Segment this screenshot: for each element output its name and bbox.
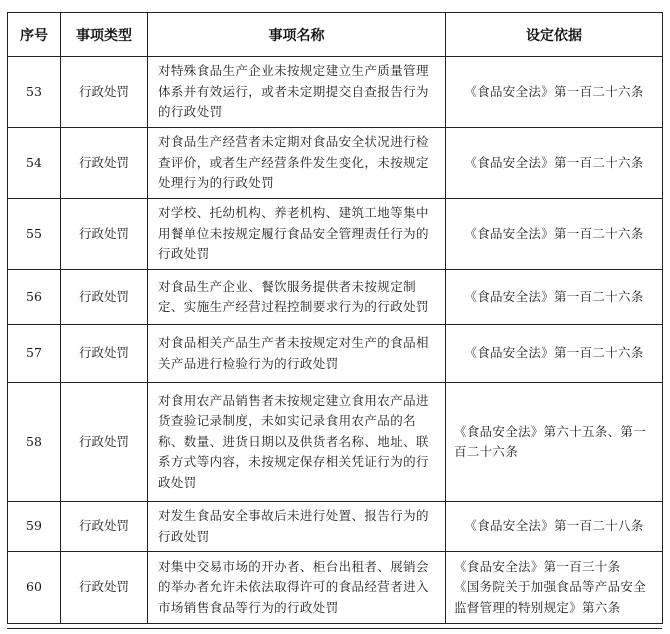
regulation-table [7,12,663,624]
row-legal-basis: 《食品安全法》第六十五条、第一百二十六条 [446,383,663,502]
table-row [8,325,663,383]
legal-basis-line: 《食品安全法》第一百三十条 [454,558,621,574]
row-legal-basis: 《食品安全法》第一百二十六条 [446,270,663,325]
row-item-name: 对特殊食品生产企业未按规定建立生产质量管理体系并有效运行，或者未定期提交自查报告行为的行政处罚 [148,57,446,128]
table-bottom-rule [7,628,662,629]
row-serial-number: 57 [8,325,61,383]
row-legal-basis [446,552,663,624]
row-item-type: 行政处罚 [61,552,148,624]
row-serial-number: 60 [8,552,61,624]
row-item-name: 对食品相关产品生产者未按规定对生产的食品相关产品进行检验行为的行政处罚 [148,325,446,383]
table-header-row [8,13,663,57]
table-row [8,502,663,552]
row-item-type: 行政处罚 [61,502,148,552]
row-serial-number: 59 [8,502,61,552]
row-item-type: 行政处罚 [61,199,148,270]
row-item-name: 对学校、托幼机构、养老机构、建筑工地等集中用餐单位未按规定履行食品安全管理责任行为的行政处罚 [148,199,446,270]
row-legal-basis: 《食品安全法》第一百二十六条 [446,128,663,199]
row-serial-number: 56 [8,270,61,325]
header-item-name: 事项名称 [148,13,446,57]
row-legal-basis: 《食品安全法》第一百二十八条 [446,502,663,552]
header-legal-basis: 设定依据 [446,13,663,57]
row-item-type: 行政处罚 [61,128,148,199]
row-item-name: 对食品生产企业、餐饮服务提供者未按规定制定、实施生产经营过程控制要求行为的行政处罚 [148,270,446,325]
table-row [8,199,663,270]
row-item-name: 对发生食品安全事故后未进行处置、报告行为的行政处罚 [148,502,446,552]
row-serial-number: 53 [8,57,61,128]
row-legal-basis: 《食品安全法》第一百二十六条 [446,325,663,383]
row-legal-basis: 《食品安全法》第一百二十六条 [446,199,663,270]
row-item-type: 行政处罚 [61,383,148,502]
legal-basis-line: 《国务院关于加强食品等产品安全监督管理的特别规定》第六条 [454,579,647,615]
table-row [8,552,663,624]
row-item-name: 对集中交易市场的开办者、柜台出租者、展销会的举办者允许未依法取得许可的食品经营者进入市场销售食品等行为的行政处罚 [148,552,446,624]
row-item-name: 对食用农产品销售者未按规定建立食用农产品进货查验记录制度，未如实记录食用农产品的名称、数量、进货日期以及供货者名称、地址、联系方式等内容，未按规定保存相关凭证行为的行政处罚 [148,383,446,502]
row-item-type: 行政处罚 [61,270,148,325]
table-row [8,57,663,128]
row-serial-number: 55 [8,199,61,270]
table-row [8,128,663,199]
row-item-type: 行政处罚 [61,57,148,128]
row-item-type: 行政处罚 [61,325,148,383]
table-row [8,270,663,325]
row-serial-number: 54 [8,128,61,199]
row-legal-basis: 《食品安全法》第一百二十六条 [446,57,663,128]
header-item-type: 事项类型 [61,13,148,57]
table-row [8,383,663,502]
row-serial-number: 58 [8,383,61,502]
header-serial-number: 序号 [8,13,61,57]
row-item-name: 对食品生产经营者未定期对食品安全状况进行检查评价，或者生产经营条件发生变化，未按规定处理行为的行政处罚 [148,128,446,199]
